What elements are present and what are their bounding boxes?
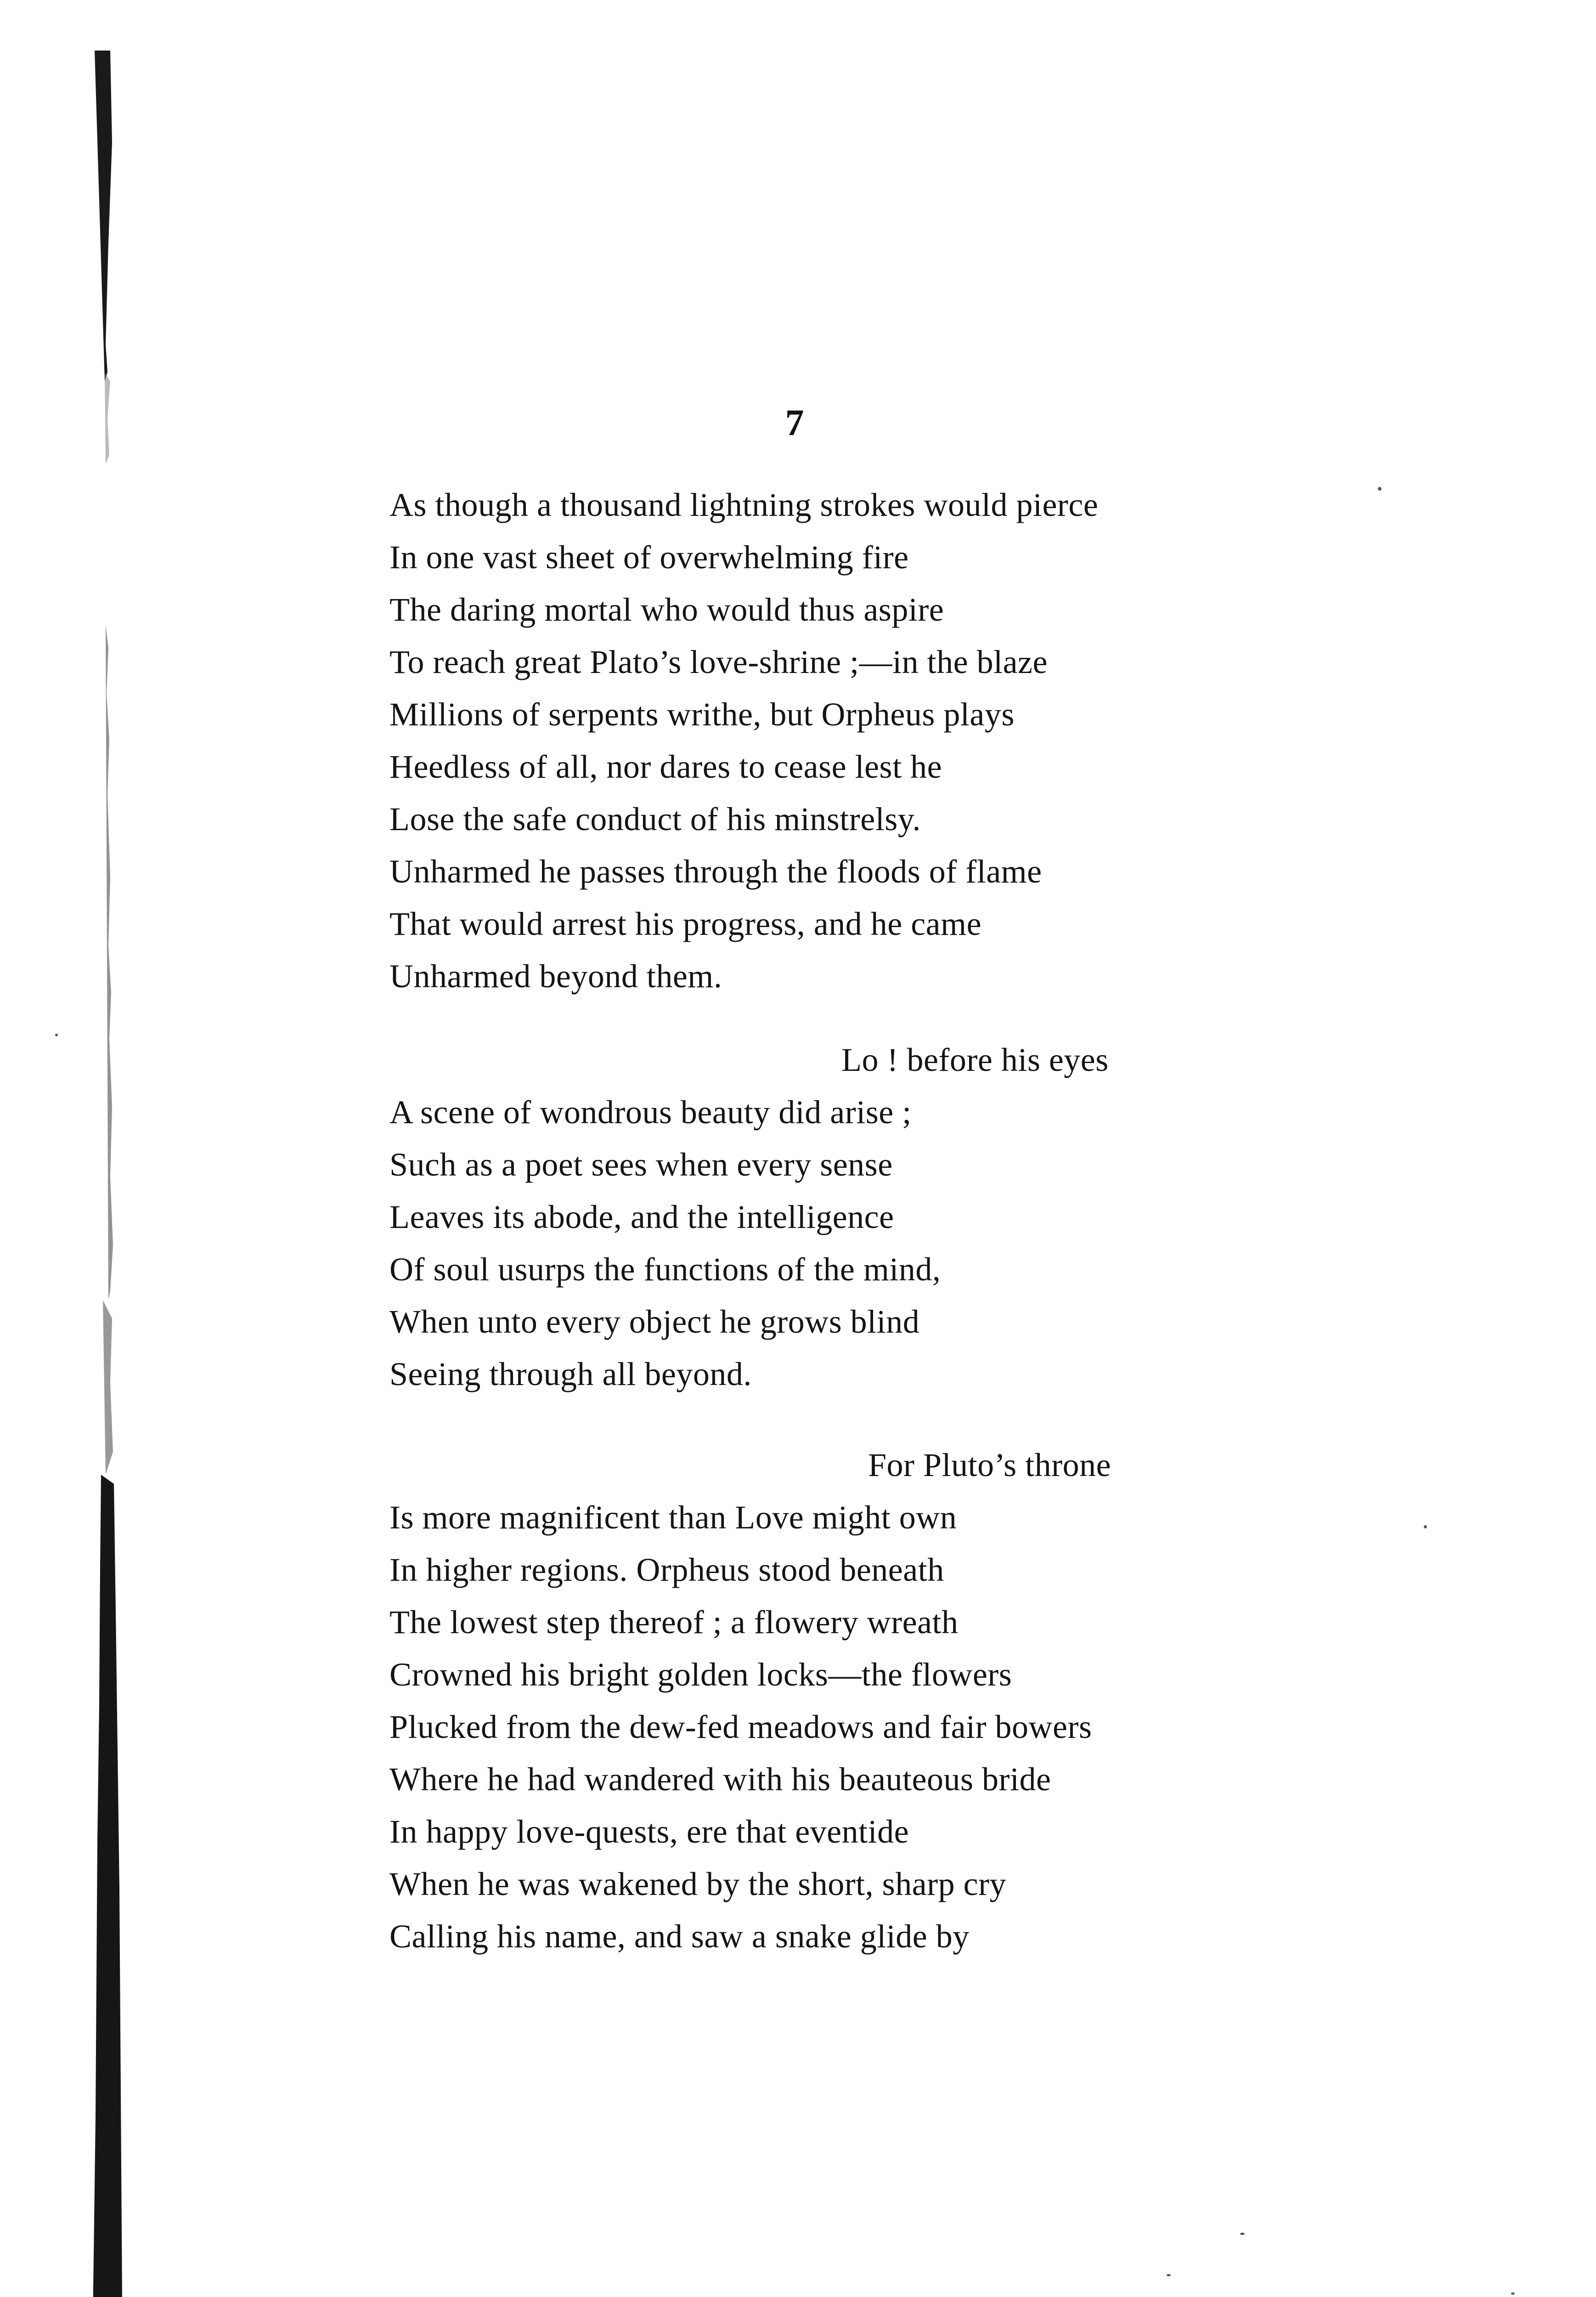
verse-line: The daring mortal who would thus aspire	[389, 591, 944, 628]
binding-edge-scan	[92, 51, 136, 2297]
verse-line: Leaves its abode, and the intelligence	[389, 1199, 894, 1235]
verse-line: Is more magnificent than Love might own	[389, 1499, 957, 1536]
verse-line: In one vast sheet of overwhelming fire	[389, 539, 909, 576]
verse-line: Unharmed beyond them.	[389, 958, 722, 995]
scan-speck	[1378, 487, 1382, 491]
stanza-2	[389, 1086, 941, 1400]
indented-verse-line: Lo ! before his eyes	[841, 1041, 1109, 1078]
verse-line: When unto every object he grows blind	[389, 1303, 920, 1340]
verse-line: Unharmed he passes through the floods of flame	[389, 853, 1042, 890]
scan-speck	[1424, 1525, 1427, 1528]
verse-line: A scene of wondrous beauty did arise ;	[389, 1094, 912, 1131]
scan-speck	[1511, 2292, 1515, 2295]
stanza-3	[389, 1491, 1092, 1963]
verse-line: As though a thousand lightning strokes would pierce	[389, 487, 1099, 523]
verse-line: Plucked from the dew-fed meadows and fair bowers	[389, 1709, 1092, 1745]
indented-verse-line: For Pluto’s throne	[868, 1447, 1111, 1483]
verse-line: The lowest step thereof ; a flowery wreath	[389, 1604, 959, 1641]
verse-line: Seeing through all beyond.	[389, 1356, 752, 1392]
verse-line: Where he had wandered with his beauteous bride	[389, 1761, 1051, 1798]
scan-speck	[1167, 2274, 1171, 2276]
verse-line: Calling his name, and saw a snake glide by	[389, 1918, 970, 1955]
verse-line: In happy love-quests, ere that eventide	[389, 1813, 909, 1850]
scan-speck	[1240, 2233, 1245, 2235]
scan-speck	[55, 1034, 58, 1036]
verse-line: Such as a poet sees when every sense	[389, 1146, 893, 1183]
verse-line: Of soul usurps the functions of the mind,	[389, 1251, 941, 1288]
verse-line: That would arrest his progress, and he came	[389, 905, 982, 942]
verse-line: To reach great Plato’s love-shrine ;—in the blaze	[389, 644, 1048, 680]
verse-line: Heedless of all, nor dares to cease lest he	[389, 748, 942, 785]
verse-line: Lose the safe conduct of his minstrelsy.	[389, 801, 921, 837]
verse-line: When he was wakened by the short, sharp cry	[389, 1866, 1007, 1902]
verse-line: Millions of serpents writhe, but Orpheus plays	[389, 696, 1015, 733]
page-number: 7	[785, 402, 804, 443]
verse-line: Crowned his bright golden locks—the flowers	[389, 1656, 1012, 1693]
verse-line: In higher regions. Orpheus stood beneath	[389, 1551, 944, 1588]
stanza-1	[389, 479, 1098, 1002]
